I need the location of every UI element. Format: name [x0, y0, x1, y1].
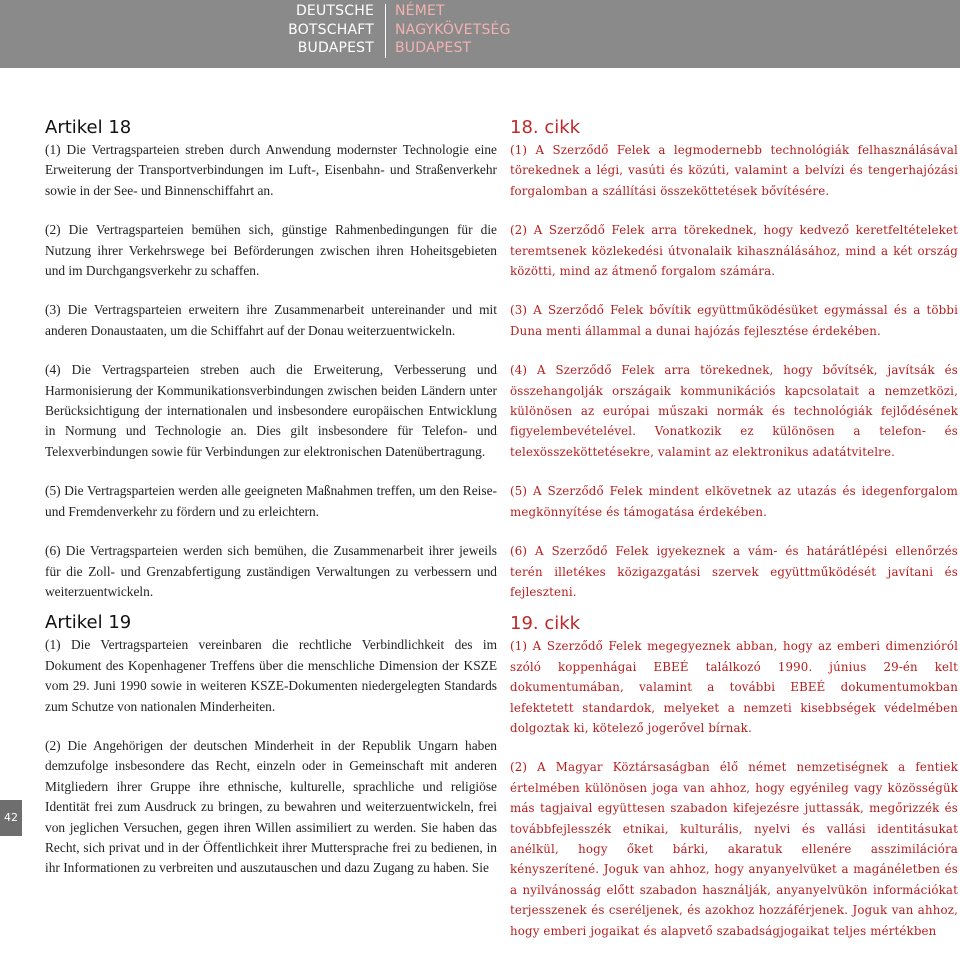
article-19-heading-de: Artikel 19	[45, 612, 132, 634]
article-18-heading-de: Artikel 18	[45, 117, 132, 138]
article-18-paragraph-3-de: (3) Die Vertragsparteien erweitern ihre Zusammenarbeit untereinander und mit anderen Donaustaaten, um die Schiffahrt auf der Donau weiterzuentwickeln.	[45, 302, 497, 338]
article-18-paragraph-2-hu: (2) A Szerződő Felek arra törekednek, hogy kedvező keretfeltételeket teremtsenek közlekedési útvonalaik kihasználásához, mind a két ország közötti, mind az átmenő forgalom számára.	[510, 223, 958, 279]
article-18-paragraph-4-de: (4) Die Vertragsparteien streben auch die Erweiterung, Verbesserung und Harmonisierung der Kommunikationsverbindungen zwischen beiden Ländern unter Berücksichtigung der internationalen und insbesondere europäischen Entwicklung in Normung und Technologie an. Dies gilt insbesondere für Telefon- und Telexverbindungen sowie für Verbindungen zur elektronischen Datenübertragung.	[45, 362, 497, 459]
article-18-paragraph-2-de: (2) Die Vertragsparteien bemühen sich, günstige Rahmenbedingungen für die Nutzung ihrer Verkehrswege bei Beförderungen zwischen ihren Hoheitsgebieten und im Durchgangsverkehr zu schaffen.	[45, 222, 497, 279]
header-divider	[385, 4, 386, 58]
article-18-paragraph-5-hu: (5) A Szerződő Felek mindent elkövetnek az utazás és idegenforgalom megkönnyítése és támogatása érdekében.	[510, 484, 958, 519]
article-18-paragraph-3-hu: (3) A Szerződő Felek bővítik együttműködésüket egymással és a többi Duna menti állammal a dunai hajózás fejlesztése érdekében.	[510, 303, 958, 338]
article-18-paragraph-5-de: (5) Die Vertragsparteien werden alle geeigneten Maßnahmen treffen, um den Reise- und Fremdenverkehr zu fördern und zu erleichtern.	[45, 483, 497, 519]
article-18-paragraph-1-de: (1) Die Vertragsparteien streben durch Anwendung modernster Technologie eine Erweiterung der Transportverbindungen im Luft-, Eisenbahn- und Straßenverkehr sowie in der See- und Binnenschiffahrt an.	[45, 142, 497, 198]
hungarian-column	[510, 116, 958, 960]
article-19-paragraph-1-hu: (1) A Szerződő Felek megegyeznek abban, hogy az emberi dimenzióról szóló koppenhágai EBEÉ találkozó 1990. június 29-én kelt dokumentumában, valamint a további EBEÉ dokumentumokban lefektetett standardok, melyeket a nemzeti kisebbségek védelmében dolgoztak ki, kötelező jogerővel bírnak.	[510, 639, 958, 735]
embassy-name-de-line: BOTSCHAFT	[288, 21, 374, 38]
embassy-name-de-line: DEUTSCHE	[295, 3, 374, 19]
article-18-heading-hu: 18. cikk	[510, 117, 581, 138]
embassy-header	[0, 0, 960, 68]
article-19-paragraph-2-de: (2) Die Angehörigen der deutschen Minderheit in der Republik Ungarn haben demzufolge insbesondere das Recht, einzeln oder in Gemeinschaft mit anderen Mitgliedern ihrer Gruppe ihre ethnische, kulturelle, sprachliche und religiöse Identität frei zum Ausdruck zu bringen, zu bewahren und weiterzuentwickeln, frei von jeglichen Versuchen, gegen ihren Willen assimiliert zu werden. Sie haben das Recht, sich privat und in der Öffentlichkeit ihrer Muttersprache frei zu bedienen, in ihr Informationen zu verbreiten und auszutauschen und dazu Zugang zu haben. Sie	[45, 737, 497, 876]
embassy-name-de-line: BUDAPEST	[297, 40, 374, 56]
embassy-name-hu-line: NÉMET	[395, 3, 445, 19]
article-19-paragraph-2-hu: (2) A Magyar Köztársaságban élő német nemzetiségnek a fentiek értelmében különösen joga van ahhoz, hogy egyénileg vagy közösségük más tagjaival együttesen szabadon kifejezésre juttassák, megőrizzék és továbbfejlesszék etnikai, kulturális, nyelvi és vallási identitásukat anélkül, hogy őket bárki, akaratuk ellenére asszimilációra kényszerítené. Joguk van ahhoz, hogy anyanyelvüket a magánéletben és a nyilvánosság előtt szabadon használják, anyanyelvükön információkat terjesszenek és cseréljenek, és azokhoz hozzáférjenek. Joguk van ahhoz, hogy emberi jogaikat és alapvető szabadságjogaikat teljes mértékben	[510, 760, 958, 938]
page-number: 42	[0, 800, 22, 836]
embassy-name-german	[288, 2, 374, 58]
embassy-name-hu-line: BUDAPEST	[395, 40, 472, 56]
article-18-paragraph-4-hu: (4) A Szerződő Felek arra törekednek, hogy bővítsék, javítsák és összehangolják országaik kommunikációs kapcsolatait a nemzetközi, különösen az európai műszaki normák és technológiák fejlődésének figyelembevételével. Vonatkozik ez különösen a telefon- és telexösszeköttetésekre, valamint az elektronikus adatátvitelre.	[510, 363, 958, 459]
german-column	[45, 116, 497, 898]
article-18-paragraph-6-hu: (6) A Szerződő Felek igyekeznek a vám- és határátlépési ellenőrzés terén illetékes közigazgatási szervek együttműködését javítani és fejleszteni.	[510, 544, 958, 599]
article-18-paragraph-1-hu: (1) A Szerződő Felek a legmodernebb technológiák felhasználásával törekednek a légi, vasúti és közúti, valamint a belvízi és tengerhajózási forgalomban a szállítási összeköttetések bővítésére.	[510, 143, 958, 198]
article-18-paragraph-6-de: (6) Die Vertragsparteien werden sich bemühen, die Zusammenarbeit ihrer jeweils für die Zoll- und Grenzabfertigung zuständigen Verwaltungen zu verbessern und weiterzuentwickeln.	[45, 543, 497, 599]
article-19-heading-hu: 19. cikk	[510, 613, 581, 635]
article-19-paragraph-1-de: (1) Die Vertragsparteien vereinbaren die rechtliche Verbindlichkeit des im Dokument des Kopenhagener Treffens über die menschliche Dimension der KSZE vom 29. Juni 1990 sowie in weiteren KSZE-Dokumenten niedergelegten Standards zum Schutze von nationalen Minderheiten.	[45, 637, 497, 714]
embassy-name-hungarian	[395, 2, 511, 58]
embassy-name-hu-line: NAGYKÖVETSÉG	[395, 21, 511, 38]
